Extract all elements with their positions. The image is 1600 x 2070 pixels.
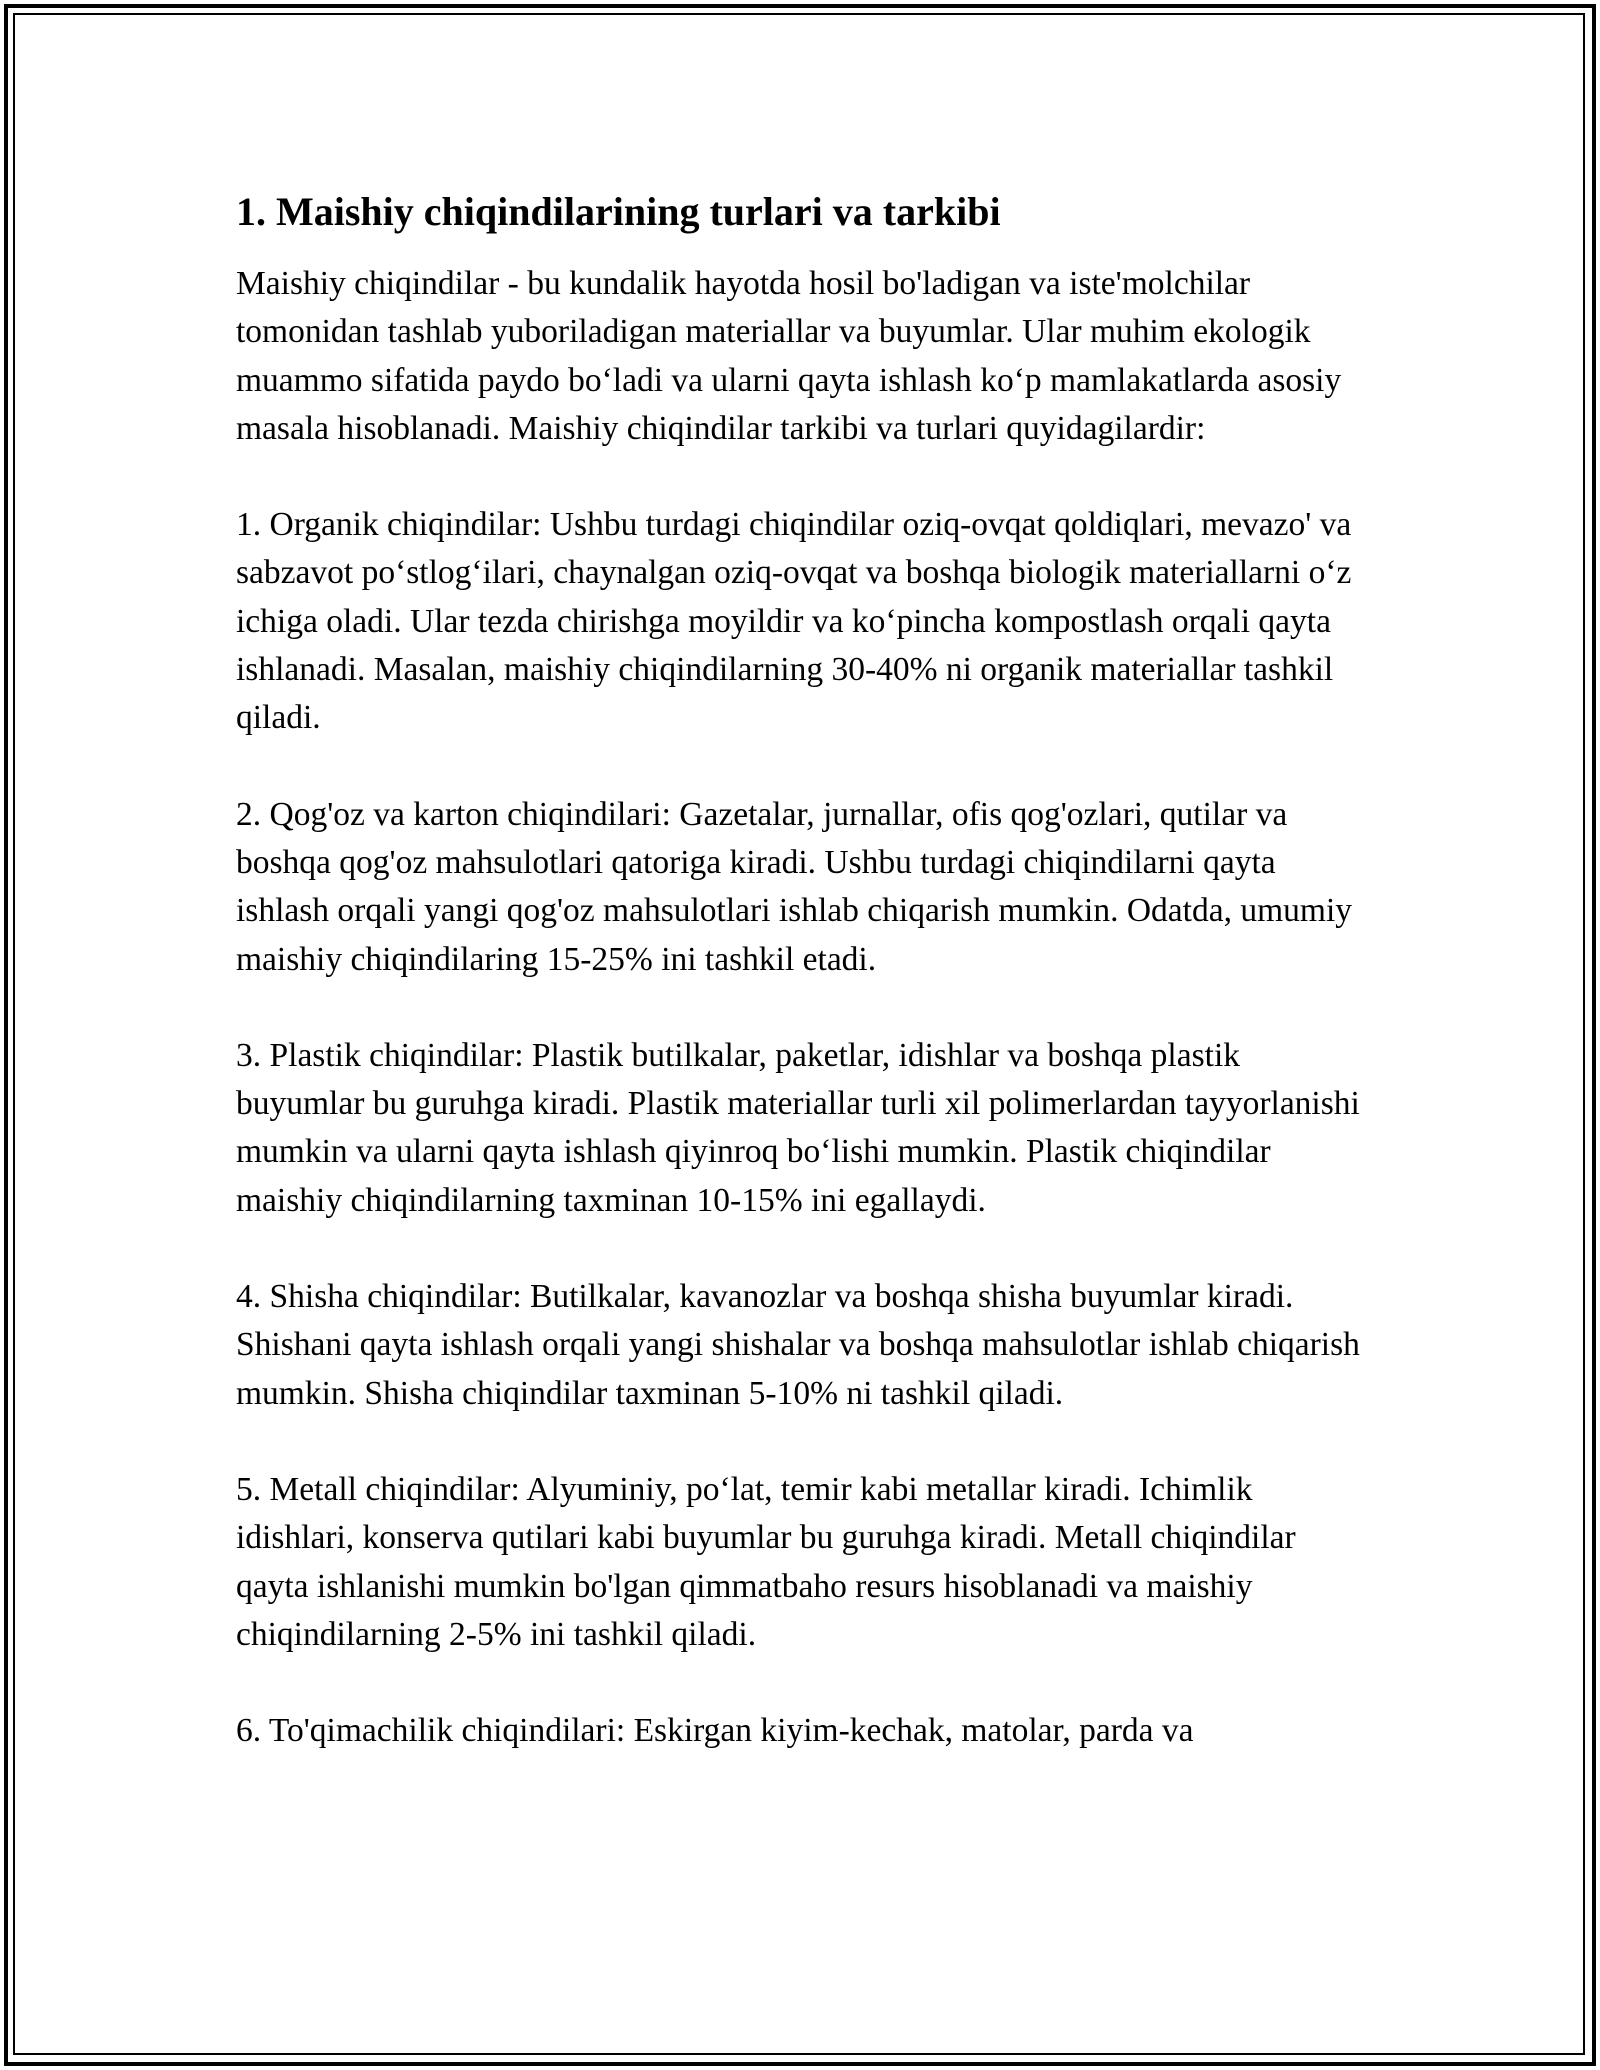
organic-waste-paragraph: 1. Organik chiqindilar: Ushbu turdagi chiqindilar oziq-ovqat qoldiqlari, mevazo' va sabzavot po‘stlog‘ilari, chaynalgan oziq-ovqat va boshqa biologik materiallarni o‘z ichiga oladi. Ular tezda chirishga moyildir va ko‘pincha kompostlash orqali qayta ishlanadi. Masalan, maishiy chiqindilarning 30-40% ni organik materiallar tashkil qiladi.: [236, 506, 1352, 737]
metal-waste-paragraph: 5. Metall chiqindilar: Alyuminiy, po‘lat, temir kabi metallar kiradi. Ichimlik idishlari, konserva qutilari kabi buyumlar bu guruhga kiradi. Metall chiqindilar qayta ishlanishi mumkin bo'lgan qimmatbaho resurs hisoblanadi va maishiy chiqindilarning 2-5% ini tashkil qiladi.: [236, 1470, 1296, 1653]
plastic-waste-paragraph: 3. Plastik chiqindilar: Plastik butilkalar, paketlar, idishlar va boshqa plastik buyumlar bu guruhga kiradi. Plastik materiallar turli xil polimerlardan tayyorlanishi mumkin va ularni qayta ishlash qiyinroq bo‘lishi mumkin. Plastik chiqindilar maishiy chiqindilarning taxminan 10-15% ini egallaydi.: [236, 1036, 1360, 1219]
paper-waste-paragraph: 2. Qog'oz va karton chiqindilari: Gazetalar, jurnallar, ofis qog'ozlari, qutilar va boshqa qog'oz mahsulotlari qatoriga kiradi. Ushbu turdagi chiqindilarni qayta ishlash orqali yangi qog'oz mahsulotlari ishlab chiqarish mumkin. Odatda, umumiy maishiy chiqindilaring 15-25% ini tashkil etadi.: [236, 795, 1353, 978]
section-heading: 1. Maishiy chiqindilarining turlari va tarkibi: [236, 189, 1001, 234]
intro-paragraph: Maishiy chiqindilar - bu kundalik hayotda hosil bo'ladigan va iste'molchilar tomonidan tashlab yuboriladigan materiallar va buyumlar. Ular muhim ekologik muammo sifatida paydo bo‘ladi va ularni qayta ishlash ko‘p mamlakatlarda asosiy masala hisoblanadi. Maishiy chiqindilar tarkibi va turlari quyidagilardir:: [236, 265, 1342, 447]
textile-waste-paragraph: 6. To'qimachilik chiqindilari: Eskirgan kiyim-kechak, matolar, parda va: [236, 1712, 1194, 1750]
glass-waste-paragraph: 4. Shisha chiqindilar: Butilkalar, kavanozlar va boshqa shisha buyumlar kiradi. Shishani qayta ishlash orqali yangi shishalar va boshqa mahsulotlar ishlab chiqarish mumkin. Shisha chiqindilar taxminan 5-10% ni tashkil qiladi.: [236, 1278, 1360, 1412]
document-page: [236, 183, 1366, 1803]
